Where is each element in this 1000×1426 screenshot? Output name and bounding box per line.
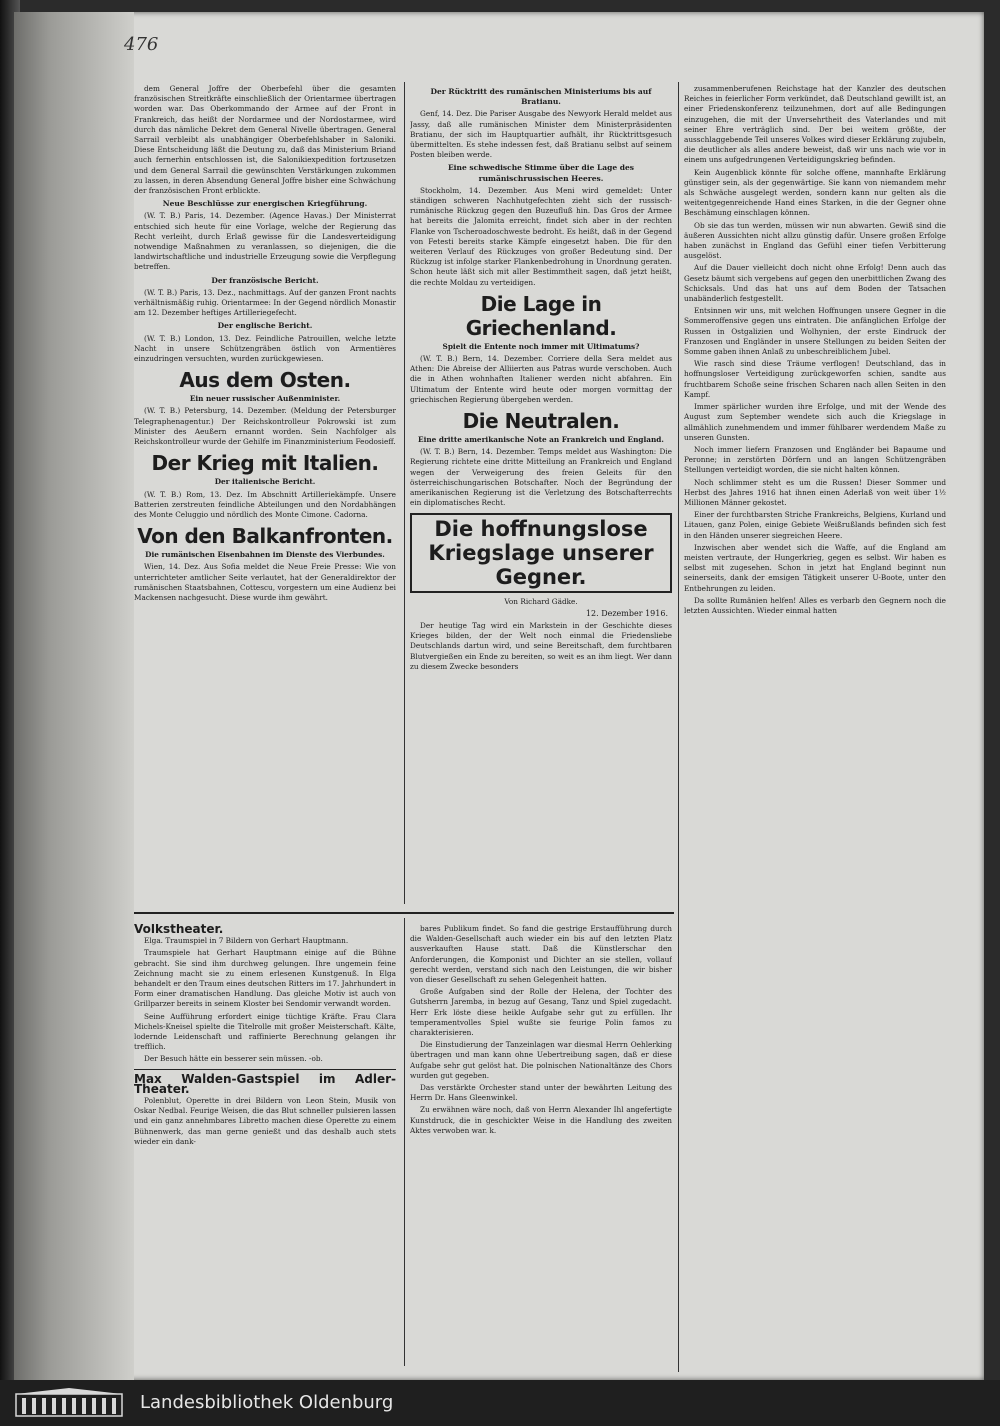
article-intro: dem General Joffre der Oberbefehl über die gesamten französischen Streitkräfte einschließlich der Orientarmee übertragen worden war. Das Oberkommando der Armee auf der Front in Frankreich, das heißt der Nordarmee und der Nordostarmee, wird durch das nämliche Dekret dem General Nivelle übertragen. General Sarrail verbleibt als unabhängiger Oberbefehlshaber in Saloniki. Diese Entscheidung läßt die Deutung zu, daß das Ministerium Briand auch fernerhin entschlossen ist, die Salonikiexpedition fortzusetzen und dem General Sarrail die gewünschten Verstärkungen zukommen zu lassen, in deren Absendung General Joffre bisher eine Schwächung der französischen Front erblickte.: [134, 84, 396, 196]
article-engl-bericht: (W. T. B.) London, 13. Dez. Feindliche Patrouillen, welche letzte Nacht in unsere Schützengräben östlich von Armentières einzudringen versuchten, wurden zurückgewiesen.: [134, 333, 396, 364]
article-right-p12: Da sollte Rumänien helfen! Alles es verbarb den Gegnern noch die letzten Aussichten. Wieder einmal hatten: [684, 595, 946, 615]
page-fold-shadow: [14, 12, 134, 1380]
article-right-p8: Noch immer liefern Franzosen und Engländer bei Bapaume und Peronne; in zerstörten Dörfern und an langen Schützengräben Stellungen verteidigt worden, die sie nicht halten können.: [684, 444, 946, 475]
article-right-p2: Kein Augenblick könnte für solche offene, mannhafte Erklärung günstiger sein, als der gegenwärtige. Sie kann von niemandem mehr als Schwäche ausgelegt werden, sondern kann nur gelten als die weitentgegenreichende Hand eines Starken, in die der Gegner ohne Beschämung einschlagen können.: [684, 167, 946, 218]
article-right-p6: Wie rasch sind diese Träume verflogen! Deutschland, das in hoffnungsloser Verteidigung zurückgeworfen schien, sandte aus fruchtbarem Schoße seine frischen Scharen nach allen Seiten in den Kampf.: [684, 359, 946, 399]
heading-franz-bericht: Der französische Bericht.: [211, 275, 319, 285]
heading-griechenland: Die Lage in Griechenland.: [465, 291, 617, 340]
footer-bar: [0, 1380, 1000, 1426]
review-polenblut-p5: Das verstärkte Orchester stand unter der bewährten Leitung des Herrn Dr. Hans Gleenwinkel.: [410, 1083, 672, 1103]
column-divider: [404, 82, 405, 904]
heading-krieg-italien: Der Krieg mit Italien.: [151, 451, 379, 476]
article-right-p9: Noch schlimmer steht es um die Russen! Dieser Sommer und Herbst des Jahres 1916 hat ihnen einen Aderlaß von weit über 1½ Millionen Männer gekostet.: [684, 477, 946, 507]
heading-beschluesse: Neue Beschlüsse zur energischen Kriegführung.: [162, 199, 368, 209]
polenblut-review: [410, 924, 672, 1372]
article-bern-washington: (W. T. B.) Bern, 14. Dezember. Temps meldet aus Washington: Die Regierung richtete eine dritte Mitteilung an Frankreich und England wegen der Verweigerung des freien Geleits für den österreichischungarischen Botschafter. Noch der Begründung der amerikanischen Regierung ist die Verletzung des Botschafterrechts ein diplomatisches Recht.: [410, 447, 672, 508]
section-rule: [134, 1069, 396, 1070]
subheading-aussenminister: Ein neuer russischer Außenminister.: [189, 394, 341, 404]
heading-volkstheater: Volkstheater.: [134, 924, 224, 936]
heading-walden-gastspiel: Max Walden-Gastspiel im Adler-Theater.: [134, 1071, 396, 1096]
article-bern-athen: (W. T. B.) Bern, 14. Dezember. Corriere della Sera meldet aus Athen: Die Abreise der Alliierten aus Patras wurde verschoben. Auch die in Athen wohnhaften Italiener werden nicht abfahren. Ein Ultimatum der Entente wird heute oder morgen vormittag der griechischen Regierung übergeben werden.: [410, 354, 672, 404]
article-right-p7: Immer spärlicher wurden ihre Erfolge, und mit der Wende des August zum September wendete sich auch die Kriegslage in allmählich zunehmendem und immer fühlbarer werdendem Maße zu unseren Gunsten.: [684, 402, 946, 442]
article-franz-bericht: (W. T. B.) Paris, 13. Dez., nachmittags. Auf der ganzen Front nachts verhältnismäßig ruhig. Orientarmee: In der Gegend nördlich Monastir am 12. Dezember heftiges Artilleriegefecht.: [134, 287, 396, 318]
article-right-p3: Ob sie das tun werden, müssen wir nun abwarten. Gewiß sind die äußeren Aussichten nicht allzu günstig dafür. Unsere großen Erfolge haben zunächst in England das Gefühl einer tiefen Verbitterung ausgelöst.: [684, 220, 946, 261]
review-polenblut-p6: Zu erwähnen wäre noch, daß von Herrn Alexander Ihl angefertigte Kunstdruck, die in geschickter Weise in die Handlung des zweiten Aktes verwoben war. k.: [410, 1105, 672, 1135]
article-right-p1: zusammenberufenen Reichstage hat der Kanzler des deutschen Reiches in feierlicher Form verkündet, daß Deutschland gewillt ist, an einer Friedenskonferenz teilzunehmen, dort auf alle Bedingungen einzugehen, die mit der Unversehrtheit des Vaterlandes und mit seiner Ehre verträglich sind. Der bei weitem größte, der ausschlaggebende Teil unseres Volkes wird dieser Erklärung zujubeln, die deutlicher als alles andere beweist, daß wir uns nach wie vor in einem uns aufgedrungenen Verteidigungskrieg befinden.: [684, 84, 946, 165]
newspaper-page: [14, 12, 984, 1380]
page-number: 476: [124, 34, 159, 55]
article-author: Von Richard Gädke.: [504, 596, 578, 606]
article-date: 12. Dezember 1916.: [585, 608, 668, 618]
subheading-ital-bericht: Der italienische Bericht.: [214, 477, 316, 487]
article-right-p5: Entsinnen wir uns, mit welchen Hoffnungen unsere Gegner in die Sommeroffensive gegen uns eintraten. Die anfänglichen Erfolge der Russen in Ostgalizien und Wolhynien, der erste Eindruck der Franzosen und Engländer in unsere Stellungen zu beiden Seiten der Somme gaben ihnen Anlaß zu unbeschreiblichem Jubel.: [684, 306, 946, 357]
column-divider-feuilleton: [404, 918, 405, 1366]
review-elga-title: Elga. Traumspiel in 7 Bildern von Gerhart Hauptmann.: [144, 936, 349, 946]
volkstheater-review: [134, 924, 396, 1372]
review-polenblut-p1: Polenblut, Operette in drei Bildern von Leon Stein, Musik von Oskar Nedbal. Feurige Weisen, die das Blut schneller pulsieren lassen und ein ganz annehmbares Libretto machen diese Operette zu einem Bühnenwerk, das man gerne genießt und das deshalb auch stets wieder ein dank-: [134, 1096, 396, 1146]
column-left: [134, 84, 396, 902]
article-petersburg: (W. T. B.) Petersburg, 14. Dezember. (Meldung der Petersburger Telegraphenagentur.) Der Reichskontrolleur Pokrowski ist zum Minister des Aeußern ernannt worden. Sein Nachfolger als Reichskontrolleur wurde der Gehilfe im Finanzministerium Feodosieff.: [134, 406, 396, 447]
review-elga-p1: Traumspiele hat Gerhart Hauptmann einige auf die Bühne gebracht. Sie sind ihm durchweg gelungen. Ihre ungemein feine Zeichnung macht sie zu einem erlesenen Kunstgenuß. In Elga behandelt er den Traum eines deutschen Ritters im 17. Jahrhundert in Form einer dramatischen Handlung. Das gleiche Motiv ist auch von Grillparzer bereits in seinem Kloster bei Sendomir verwandt worden.: [134, 948, 396, 1009]
article-right-p10: Einer der furchtbarsten Striche Frankreichs, Belgiens, Kurland und Litauen, ganz Polen, einige Gebiete Weißrußlands befinden sich fest in den Händen unserer siegreichen Heere.: [684, 510, 946, 540]
article-wien: Wien, 14. Dez. Aus Sofia meldet die Neue Freie Presse: Wie von unterrichteter amtlicher Seite verlautet, hat der Generaldirektor der rumänischen Staatsbahnen, Cottescu, vorgestern um eine Audienz bei Mackensen nachgesucht. Diese wurde ihm gewährt.: [134, 562, 396, 602]
review-polenblut-p2: bares Publikum findet. So fand die gestrige Erstaufführung durch die Walden-Gesellschaft auch wieder ein bis auf den letzten Platz ausverkauften Hause statt. Daß die Künstlerschar den Anforderungen, die Komponist und Dichter an sie stellen, vollauf gerecht werden, verstand sich nach den Leistungen, die wir bisher von dieser Gesellschaft zu sehen Gelegenheit hatten.: [410, 924, 672, 985]
article-genf: Genf, 14. Dez. Die Pariser Ausgabe des Newyork Herald meldet aus Jassy, daß alle rumänischen Minister dem Ministerpräsidenten Bratianu, der sich im Hauptquartier aufhält, ihr Rücktrittsgesuch übermittelten. Es stehe indessen fest, daß Bratianu selbst auf seinem Posten bleiben werde.: [410, 109, 672, 160]
review-elga-p2: Seine Aufführung erfordert einige tüchtige Kräfte. Frau Clara Michels-Kneisel spielte die Titelrolle mit großer Meisterschaft. Kälte, lodernde Leidenschaft und raffinierte Berechnung gelangen ihr trefflich.: [134, 1011, 396, 1052]
review-polenblut-p3: Große Aufgaben sind der Rolle der Helena, der Tochter des Gutsherrn Jaremba, in bezug auf Gesang, Tanz und Spiel zugedacht. Herr Erk löste diese heikle Aufgabe sehr gut zu erfüllen. Ihr temperamentvolles Spiel wußte sie feurige Polin famos zu charakterisieren.: [410, 987, 672, 1038]
column-right: [684, 84, 946, 1370]
article-paris: (W. T. B.) Paris, 14. Dezember. (Agence Havas.) Der Ministerrat entschied sich heute für eine Vorlage, welche der Regierung das Recht verleiht, durch Erlaß gewisse für die Landesverteidigung notwendige Maßnahmen zu veranlassen, so diejenigen, die die landwirtschaftliche und industrielle Erzeugung sowie die Verpflegung betreffen.: [134, 211, 396, 272]
column-middle: [410, 84, 672, 902]
subheading-eisenbahnen: Die rumänischen Eisenbahnen im Dienste des Vierbundes.: [145, 550, 385, 560]
subheading-ultimatums: Spielt die Entente noch immer mit Ultimatums?: [442, 341, 640, 351]
heading-engl-bericht: Der englische Bericht.: [217, 321, 313, 331]
heading-neutralen: Die Neutralen.: [462, 409, 620, 434]
article-rom: (W. T. B.) Rom, 13. Dez. Im Abschnitt Artilleriekämpfe. Unsere Batterien zerstreuten feindliche Abteilungen und den Nordabhängen des Monte Celuggio und nördlich des Monte Cimone. Cadorna.: [134, 489, 396, 519]
article-stockholm: Stockholm, 14. Dezember. Aus Meni wird gemeldet: Unter ständigen schweren Nachhutgefechten zieht sich der russisch-rumänische Rückzug gegen den Buzeufluß hin. Das Gros der Armee hat bereits die Jalomita erreicht, findet sich aber in der rechten Flanke von Tscheroadoschweste bedroht. Es heißt, daß in der Gegend von Fetesti bereits starke Kämpfe eingesetzt haben. Die für den weiteren Verlauf des Rückzuges von großer Bedeutung sind. Der Rückzug ist infolge starker Flankenbedrohung in Unordnung geraten. Schon heute läßt sich mit aller Bestimmtheit sagen, daß jetzt heißt, die rechte Moldau zu verteidigen.: [410, 185, 672, 287]
review-polenblut-p4: Die Einstudierung der Tanzeinlagen war diesmal Herrn Oehlerking übertragen und man kann ohne Uebertreibung sagen, daß er diese Aufgabe sehr gut gelöst hat. Die polnischen Nationaltänze des Chors wurden gut gegeben.: [410, 1040, 672, 1080]
library-building-icon: [14, 1388, 124, 1418]
heading-hoffnungslose-kriegslage: Die hoffnungslose Kriegslage unserer Gegner.: [410, 513, 672, 593]
article-right-p4: Auf die Dauer vielleicht doch nicht ohne Erfolg! Denn auch das Gesetz bäumt sich vergebens auf gegen den unerbittlichen Zwang des Schicksals. Und das hat uns auf dem Boden der Tatsachen unabänderlich festgestellt.: [684, 263, 946, 304]
article-hoffnungslose-intro: Der heutige Tag wird ein Markstein in der Geschichte dieses Krieges bilden, der der Welt noch einmal die Friedensliebe Deutschlands dartun wird, und seine Bereitschaft, dem furchtbaren Blutvergießen ein Ende zu bereiten, so weit es an ihm liegt. Wer dann zu diesem Zwecke besonders: [410, 620, 672, 671]
heading-aus-dem-osten: Aus dem Osten.: [179, 368, 351, 393]
review-elga-signoff: Der Besuch hätte ein besserer sein müssen. -ob.: [144, 1054, 323, 1064]
library-name: Landesbibliothek Oldenburg: [140, 1392, 394, 1413]
subheading-amerik-note: Eine dritte amerikanische Note an Frankreich und England.: [418, 435, 664, 445]
heading-ruecktritt: Der Rücktritt des rumänischen Ministeriums bis auf Bratianu.: [430, 87, 652, 107]
heading-schwed-stimme: Eine schwedische Stimme über die Lage des rumänischrussischen Heeres.: [447, 163, 635, 183]
heading-balkanfronten: Von den Balkanfronten.: [137, 524, 393, 549]
column-divider-right: [678, 82, 679, 1372]
article-right-p11: Inzwischen aber wendet sich die Waffe, auf die England am meisten vertraute, der Hungerkrieg, gegen es selbst. Wir haben es selbst mit zugesehen. Schon in jetzt hat England beginnt nun seinerseits, dank der emsigen Tätigkeit unserer U-Boote, unter den Entbehrungen zu leiden.: [684, 542, 946, 593]
feuilleton-rule: [134, 912, 674, 914]
